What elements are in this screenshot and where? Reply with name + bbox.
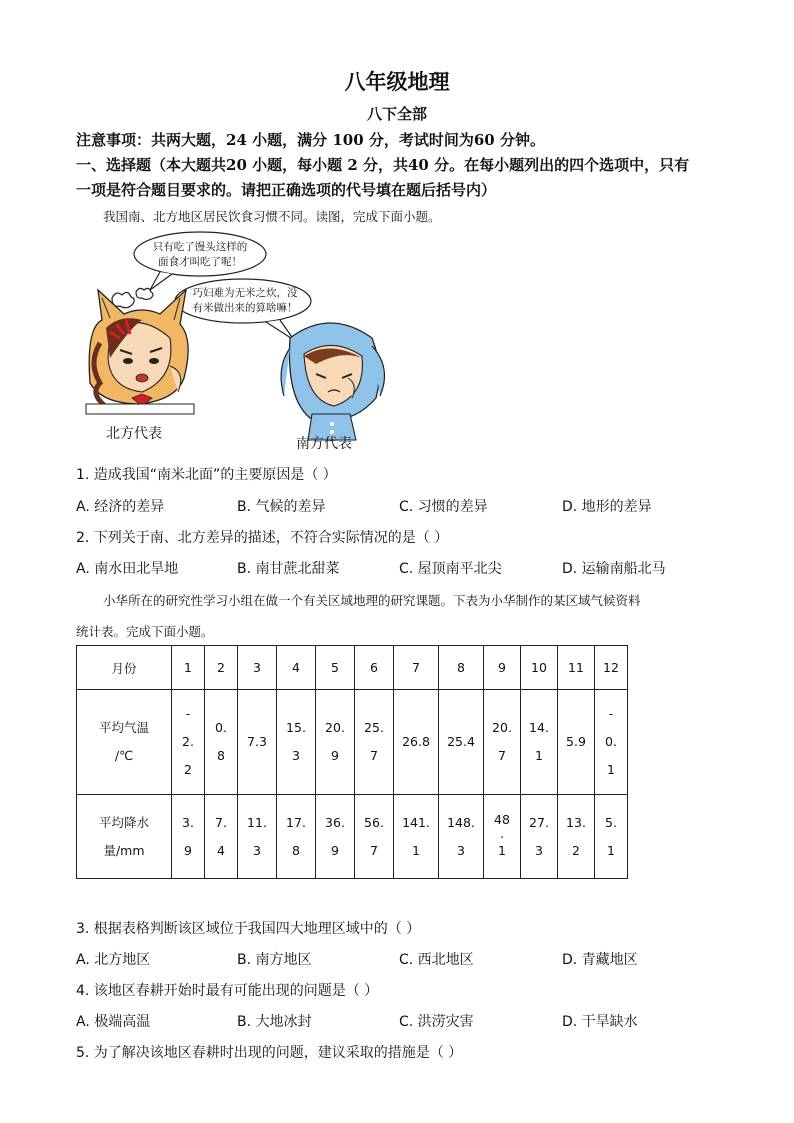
south-caption: 南方代表 (296, 436, 352, 452)
month-cell: 7 (394, 646, 439, 690)
north-bubble-text: 只有吃了馒头这样的 面食才叫吃了呢！ (152, 241, 248, 268)
month-cell: 10 (521, 646, 558, 690)
question-5-stem: 5. 为了解决该地区春耕时出现的问题，建议采取的措施是（ ） (76, 1045, 463, 1061)
intro-text-1: 我国南、北方地区居民饮食习惯不同。读图，完成下面小题。 (103, 209, 441, 224)
temp-cell: 14. 1 (521, 690, 558, 795)
q1-option-a: A. 经济的差异 (76, 499, 165, 515)
temp-cell: - 0. 1 (595, 690, 628, 795)
q3-option-d: D. 青藏地区 (562, 952, 638, 968)
q4-option-a: A. 极端高温 (76, 1014, 151, 1030)
precip-cell: 7. 4 (205, 795, 238, 879)
page-subtitle: 八下全部 (366, 105, 427, 123)
q3-option-c: C. 西北地区 (399, 952, 474, 968)
month-cell: 9 (484, 646, 521, 690)
month-cell: 11 (558, 646, 595, 690)
q2-option-d: D. 运输南船北马 (562, 561, 666, 577)
exam-notice: 注意事项：共两大题，24 小题，满分 100 分，考试时间为60 分钟。 (76, 131, 545, 149)
south-representative (281, 323, 384, 440)
temp-cell: 7.3 (238, 690, 277, 795)
table-row-temperature (77, 690, 628, 795)
q2-option-a: A. 南水田北旱地 (76, 561, 179, 577)
q1-option-d: D. 地形的差异 (562, 499, 652, 515)
precip-cell: 141. 1 (394, 795, 439, 879)
month-cell: 6 (355, 646, 394, 690)
precip-cell: 36. 9 (316, 795, 355, 879)
q4-option-c: C. 洪涝灾害 (399, 1014, 474, 1030)
q4-option-d: D. 干旱缺水 (562, 1014, 638, 1030)
temp-cell: 25. 7 (355, 690, 394, 795)
precip-cell: 11. 3 (238, 795, 277, 879)
precip-cell: 13. 2 (558, 795, 595, 879)
north-caption: 北方代表 (106, 426, 162, 442)
question-4-stem: 4. 该地区春耕开始时最有可能出现的问题是（ ） (76, 983, 379, 999)
section-instructions-line2: 一项是符合题目要求的。请把正确选项的代号填在题后括号内） (76, 181, 497, 199)
question-2-stem: 2. 下列关于南、北方差异的描述，不符合实际情况的是（ ） (76, 530, 449, 546)
month-cell: 3 (238, 646, 277, 690)
precip-cell: 48 . 1 (484, 795, 521, 879)
temp-cell: 20. 7 (484, 690, 521, 795)
temp-cell: 15. 3 (277, 690, 316, 795)
q4-option-b: B. 大地冰封 (237, 1014, 312, 1030)
q1-option-c: C. 习惯的差异 (399, 499, 488, 515)
precip-cell: 27. 3 (521, 795, 558, 879)
temp-cell: 26.8 (394, 690, 439, 795)
question-3-stem: 3. 根据表格判断该区域位于我国四大地理区域中的（ ） (76, 921, 421, 937)
q2-option-b: B. 南甘蔗北甜菜 (237, 561, 340, 577)
temp-cell: 25.4 (439, 690, 484, 795)
question-1-stem: 1. 造成我国“南米北面”的主要原因是（ ） (76, 467, 337, 483)
intro-text-2-line2: 统计表。完成下面小题。 (76, 624, 214, 639)
precip-cell: 5. 1 (595, 795, 628, 879)
south-bubble-text: 巧妇难为无米之炊，没 有米做出来的算啥嘛！ (192, 287, 298, 314)
intro-text-2-line1: 小华所在的研究性学习小组在做一个有关区域地理的研究课题。下表为小华制作的某区域气候资料 (103, 593, 641, 608)
anger-puff-icon (112, 288, 153, 307)
month-cell: 8 (439, 646, 484, 690)
q3-option-b: B. 南方地区 (237, 952, 312, 968)
precip-cell: 56. 7 (355, 795, 394, 879)
temp-cell: - 2. 2 (172, 690, 205, 795)
month-cell: 1 (172, 646, 205, 690)
precip-cell: 3. 9 (172, 795, 205, 879)
q3-option-a: A. 北方地区 (76, 952, 151, 968)
q1-option-b: B. 气候的差异 (237, 499, 326, 515)
precip-cell: 148. 3 (439, 795, 484, 879)
table-row-months (77, 646, 628, 690)
precipitation-header: 平均降水 量/mm (77, 795, 172, 879)
page-title: 八年级地理 (344, 69, 450, 94)
month-cell: 2 (205, 646, 238, 690)
temp-cell: 5.9 (558, 690, 595, 795)
month-header: 月份 (77, 646, 172, 690)
temp-cell: 0. 8 (205, 690, 238, 795)
month-cell: 4 (277, 646, 316, 690)
section-instructions-line1: 一、选择题（本大题共20 小题，每小题 2 分，共40 分。在每小题列出的四个选项中，只有 (76, 156, 690, 174)
climate-table (76, 645, 628, 879)
precip-cell: 17. 8 (277, 795, 316, 879)
temp-cell: 20. 9 (316, 690, 355, 795)
temperature-header: 平均气温 /℃ (77, 690, 172, 795)
month-cell: 5 (316, 646, 355, 690)
month-cell: 12 (595, 646, 628, 690)
q2-option-c: C. 屋顶南平北尖 (399, 561, 502, 577)
table-row-precipitation (77, 795, 628, 879)
